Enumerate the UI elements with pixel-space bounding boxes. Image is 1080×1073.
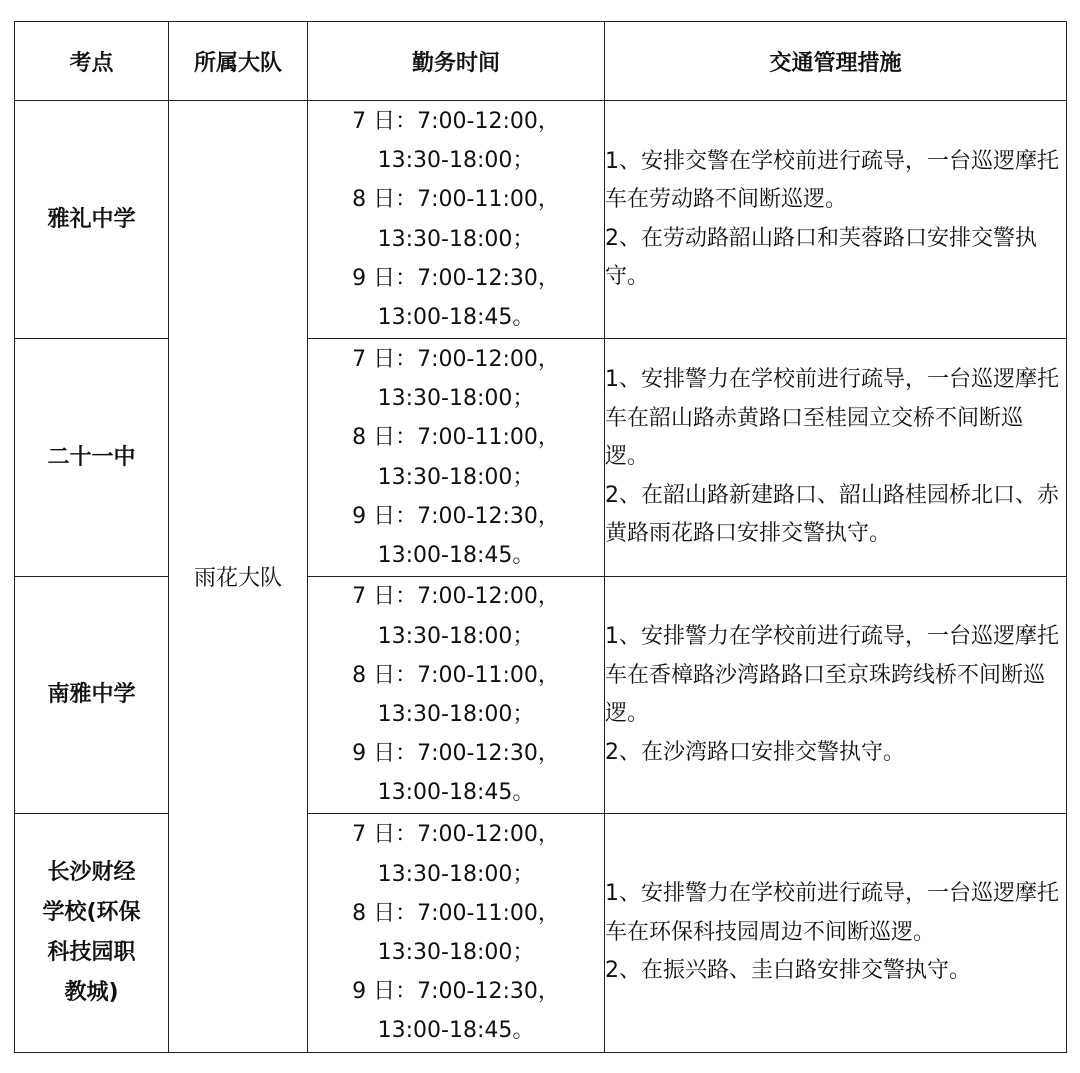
duty-time-line: 7 日：7:00-12:00， [352, 822, 560, 848]
duty-time-cell [308, 339, 605, 577]
exam-site-name: 学校(环保 [42, 900, 141, 925]
traffic-measures-cell [605, 101, 1067, 339]
traffic-measures-cell [605, 814, 1067, 1053]
header-duty-time: 勤务时间 [308, 22, 605, 101]
measure-item: 1、安排警力在学校前进行疏导，一台巡逻摩托车在香樟路沙湾路路口至京珠跨线桥不间断巡逻。 [605, 624, 1059, 726]
header-exam-site: 考点 [15, 22, 169, 101]
exam-site-name: 二十一中 [47, 444, 136, 470]
traffic-measures-cell [605, 577, 1067, 814]
measure-item: 2、在振兴路、圭白路安排交警执守。 [605, 958, 971, 984]
duty-time-line: 13:30-18:00； [377, 940, 535, 965]
header-traffic-measures: 交通管理措施 [605, 22, 1067, 101]
duty-time-line: 9 日：7:00-12:30， [352, 741, 560, 767]
duty-time-line: 7 日：7:00-12:00， [352, 584, 560, 610]
measure-item: 2、在劳动路韶山路口和芙蓉路口安排交警执守。 [605, 225, 1037, 289]
exam-site-name: 科技园职 [47, 940, 136, 965]
duty-time-cell [308, 577, 605, 814]
exam-site-name: 南雅中学 [47, 682, 136, 707]
exam-site-name: 教城) [64, 980, 119, 1005]
measure-item: 1、安排警力在学校前进行疏导，一台巡逻摩托车在环保科技园周边不间断巡逻。 [605, 881, 1059, 945]
header-row [15, 22, 1067, 101]
duty-time-cell [308, 814, 605, 1053]
duty-time-line: 7 日：7:00-12:00， [352, 346, 560, 372]
measure-item: 2、在韶山路新建路口、韶山路桂园桥北口、赤黄路雨花路口安排交警执守。 [605, 482, 1059, 547]
duty-time-line: 13:30-18:00； [377, 386, 535, 412]
measure-item: 1、安排交警在学校前进行疏导，一台巡逻摩托车在劳动路不间断巡逻。 [605, 148, 1059, 212]
duty-time-line: 13:30-18:00； [377, 623, 535, 649]
duty-time-line: 8 日：7:00-11:00， [352, 187, 560, 213]
duty-time-line: 13:30-18:00； [377, 148, 535, 174]
duty-time-line: 8 日：7:00-11:00， [352, 425, 560, 451]
measure-item: 2、在沙湾路口安排交警执守。 [605, 739, 905, 765]
exam-site-cell [15, 339, 169, 577]
duty-time-line: 7 日：7:00-12:00， [352, 108, 560, 134]
duty-time-line: 13:00-18:45。 [377, 542, 535, 568]
duty-time-line: 9 日：7:00-12:30， [352, 265, 560, 291]
table-row [15, 101, 1067, 339]
duty-time-line: 9 日：7:00-12:30， [352, 503, 560, 529]
exam-site-cell [15, 814, 169, 1053]
exam-site-cell [15, 577, 169, 814]
exam-site-name: 雅礼中学 [47, 206, 136, 232]
duty-time-line: 13:30-18:00； [377, 861, 535, 887]
duty-time-line: 13:30-18:00； [377, 226, 535, 252]
exam-site-cell [15, 101, 169, 339]
duty-time-line: 13:30-18:00； [377, 702, 535, 727]
duty-time-cell [308, 101, 605, 339]
schedule-table [14, 21, 1067, 1053]
duty-time-line: 8 日：7:00-11:00， [352, 900, 560, 926]
traffic-measures-cell [605, 339, 1067, 577]
header-brigade: 所属大队 [169, 22, 308, 101]
brigade-cell: 雨花大队 [169, 101, 308, 1053]
duty-time-line: 13:30-18:00； [377, 464, 535, 490]
duty-time-line: 9 日：7:00-12:30， [352, 979, 560, 1005]
duty-time-line: 13:00-18:45。 [377, 1018, 535, 1044]
duty-time-line: 13:00-18:45。 [377, 304, 535, 330]
duty-time-line: 8 日：7:00-11:00， [352, 662, 560, 688]
measure-item: 1、安排警力在学校前进行疏导，一台巡逻摩托车在韶山路赤黄路口至桂园立交桥不间断巡逻。 [605, 367, 1059, 470]
exam-site-name: 长沙财经 [47, 860, 136, 885]
duty-time-line: 13:00-18:45。 [377, 780, 535, 806]
